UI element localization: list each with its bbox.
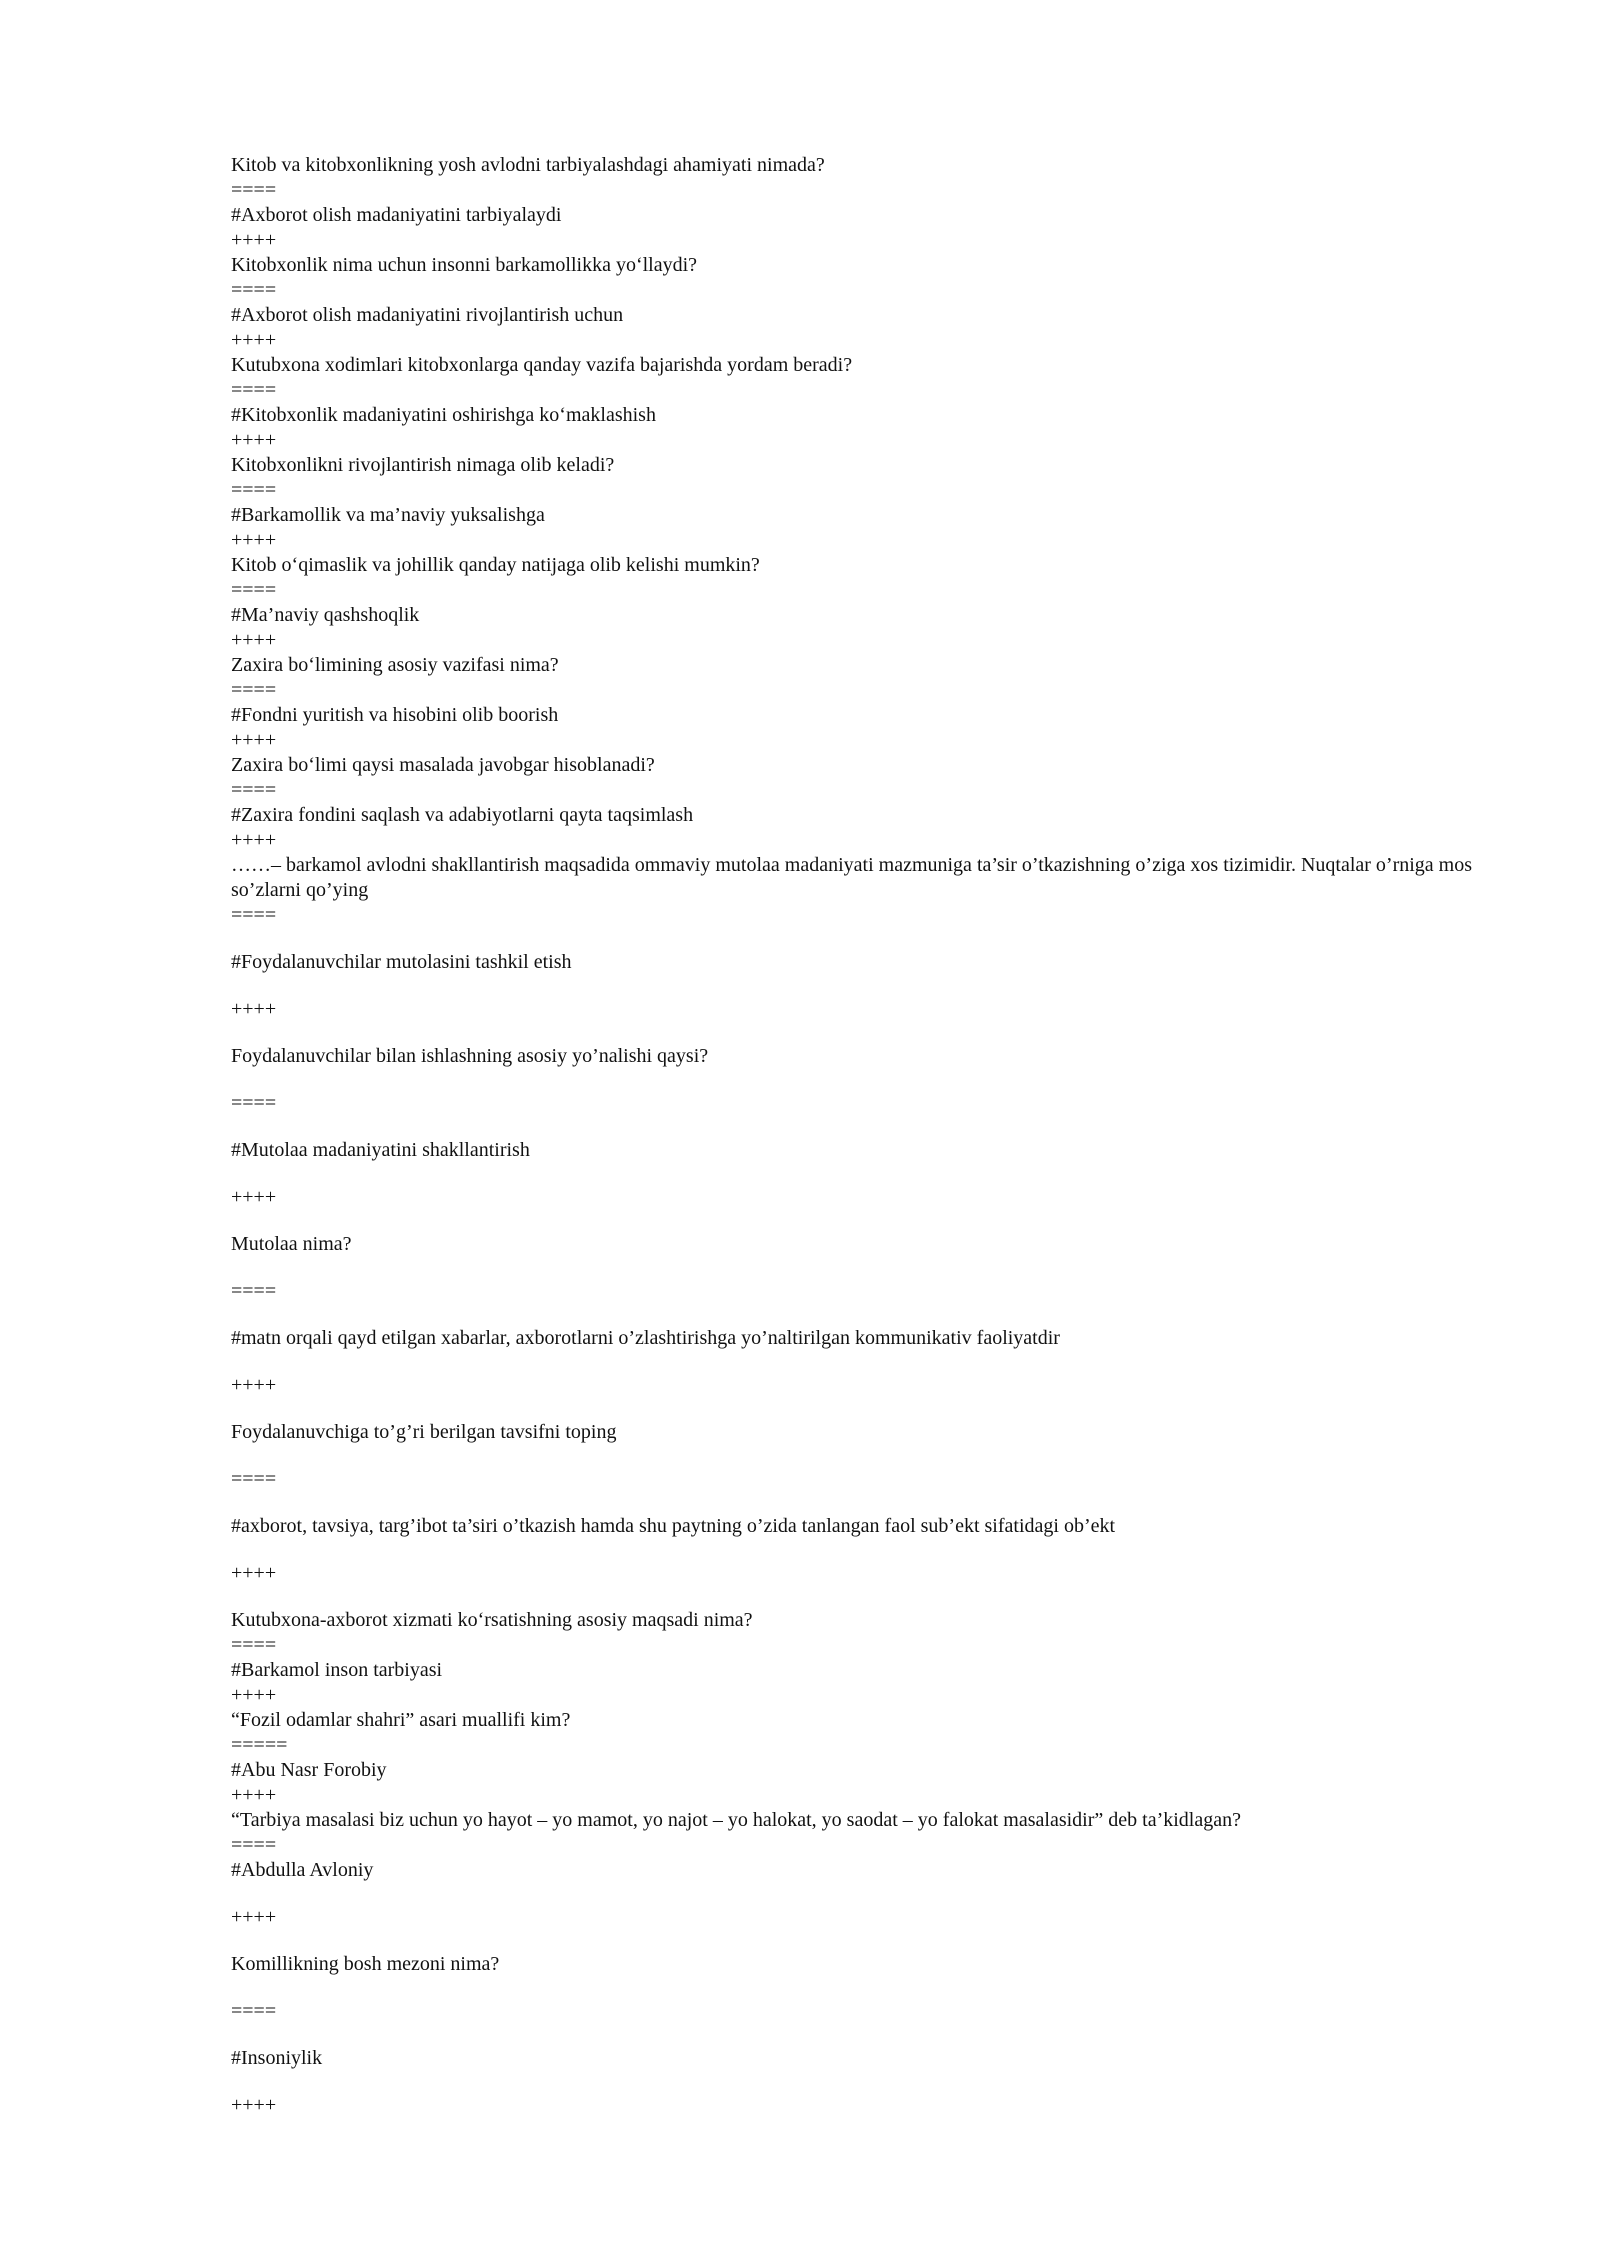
separator-line: ====	[231, 1634, 277, 1656]
question-line: Zaxira bo‘limining asosiy vazifasi nima?	[231, 654, 559, 676]
separator-line: ====	[231, 479, 277, 501]
question-line: Kitobxonlikni rivojlantirish nimaga olib keladi?	[231, 454, 615, 476]
answer-line: #Fondni yuritish va hisobini olib boorish	[231, 704, 559, 726]
separator-line: ====	[231, 1092, 277, 1114]
separator-line: ++++	[231, 229, 277, 251]
separator-line: ====	[231, 779, 277, 801]
answer-line: #Foydalanuvchilar mutolasini tashkil etish	[231, 951, 572, 973]
answer-line: #Zaxira fondini saqlash va adabiyotlarni qayta taqsimlash	[231, 804, 694, 826]
separator-line: ++++	[231, 629, 277, 651]
separator-line: ++++	[231, 729, 277, 751]
separator-line: ++++	[231, 829, 277, 851]
answer-line: #Barkamol inson tarbiyasi	[231, 1659, 443, 1681]
answer-line: #Insoniylik	[231, 2047, 323, 2069]
separator-line: ====	[231, 1280, 277, 1302]
separator-line: ====	[231, 579, 277, 601]
question-line: Kutubxona xodimlari kitobxonlarga qanday vazifa bajarishda yordam beradi?	[231, 354, 853, 376]
question-line: Mutolaa nima?	[231, 1233, 352, 1255]
separator-line: ====	[231, 2000, 277, 2022]
question-line: Kitobxonlik nima uchun insonni barkamollikka yo‘llaydi?	[231, 254, 698, 276]
question-line: “Tarbiya masalasi biz uchun yo hayot – yo mamot, yo najot – yo halokat, yo saodat – yo falokat masalasidir” deb ta’kidlagan?	[231, 1809, 1241, 1831]
question-line: Kutubxona-axborot xizmati ko‘rsatishning asosiy maqsadi nima?	[231, 1609, 753, 1631]
answer-line: #Abdulla Avloniy	[231, 1859, 374, 1881]
answer-line: #matn orqali qayd etilgan xabarlar, axborotlarni o’zlashtirishga yo’naltirilgan kommunikativ faoliyatdir	[231, 1327, 1060, 1349]
separator-line: =====	[231, 1734, 288, 1756]
separator-line: ++++	[231, 1684, 277, 1706]
separator-line: ====	[231, 1834, 277, 1856]
separator-line: ++++	[231, 529, 277, 551]
separator-line: ====	[231, 179, 277, 201]
separator-line: ++++	[231, 1186, 277, 1208]
answer-line: #Kitobxonlik madaniyatini oshirishga ko‘maklashish	[231, 404, 656, 426]
answer-line: #Axborot olish madaniyatini tarbiyalaydi	[231, 204, 562, 226]
answer-line: #Axborot olish madaniyatini rivojlantirish uchun	[231, 304, 624, 326]
separator-line: ++++	[231, 1784, 277, 1806]
question-line: “Fozil odamlar shahri” asari muallifi kim?	[231, 1709, 571, 1731]
question-line: Kitob o‘qimaslik va johillik qanday natijaga olib kelishi mumkin?	[231, 554, 760, 576]
separator-line: ++++	[231, 2094, 277, 2116]
separator-line: ++++	[231, 1906, 277, 1928]
document-body	[231, 153, 1481, 2118]
answer-line: #Ma’naviy qashshoqlik	[231, 604, 420, 626]
separator-line: ++++	[231, 1374, 277, 1396]
question-line: Zaxira bo‘limi qaysi masalada javobgar hisoblanadi?	[231, 754, 655, 776]
answer-line: #Abu Nasr Forobiy	[231, 1759, 387, 1781]
separator-line: ====	[231, 904, 277, 926]
answer-line: #Mutolaa madaniyatini shakllantirish	[231, 1139, 530, 1161]
separator-line: ++++	[231, 998, 277, 1020]
answer-line: #Barkamollik va ma’naviy yuksalishga	[231, 504, 545, 526]
question-line: Foydalanuvchilar bilan ishlashning asosiy yo’nalishi qaysi?	[231, 1045, 709, 1067]
separator-line: ++++	[231, 329, 277, 351]
question-line: ……– barkamol avlodni shakllantirish maqsadida ommaviy mutolaa madaniyati mazmuniga ta’sir o’tkazishning o’ziga xos tizimidir. Nuqtalar o’rniga mos so’zlarni qo’ying	[231, 854, 1473, 901]
separator-line: ====	[231, 379, 277, 401]
question-line: Kitob va kitobxonlikning yosh avlodni tarbiyalashdagi ahamiyati nimada?	[231, 154, 825, 176]
separator-line: ====	[231, 279, 277, 301]
separator-line: ====	[231, 679, 277, 701]
answer-line: #axborot, tavsiya, targ’ibot ta’siri o’tkazish hamda shu paytning o’zida tanlangan faol sub’ekt sifatidagi ob’ekt	[231, 1515, 1116, 1537]
separator-line: ++++	[231, 1562, 277, 1584]
separator-line: ++++	[231, 429, 277, 451]
question-line: Komillikning bosh mezoni nima?	[231, 1953, 500, 1975]
separator-line: ====	[231, 1468, 277, 1490]
question-line: Foydalanuvchiga to’g’ri berilgan tavsifni toping	[231, 1421, 617, 1443]
